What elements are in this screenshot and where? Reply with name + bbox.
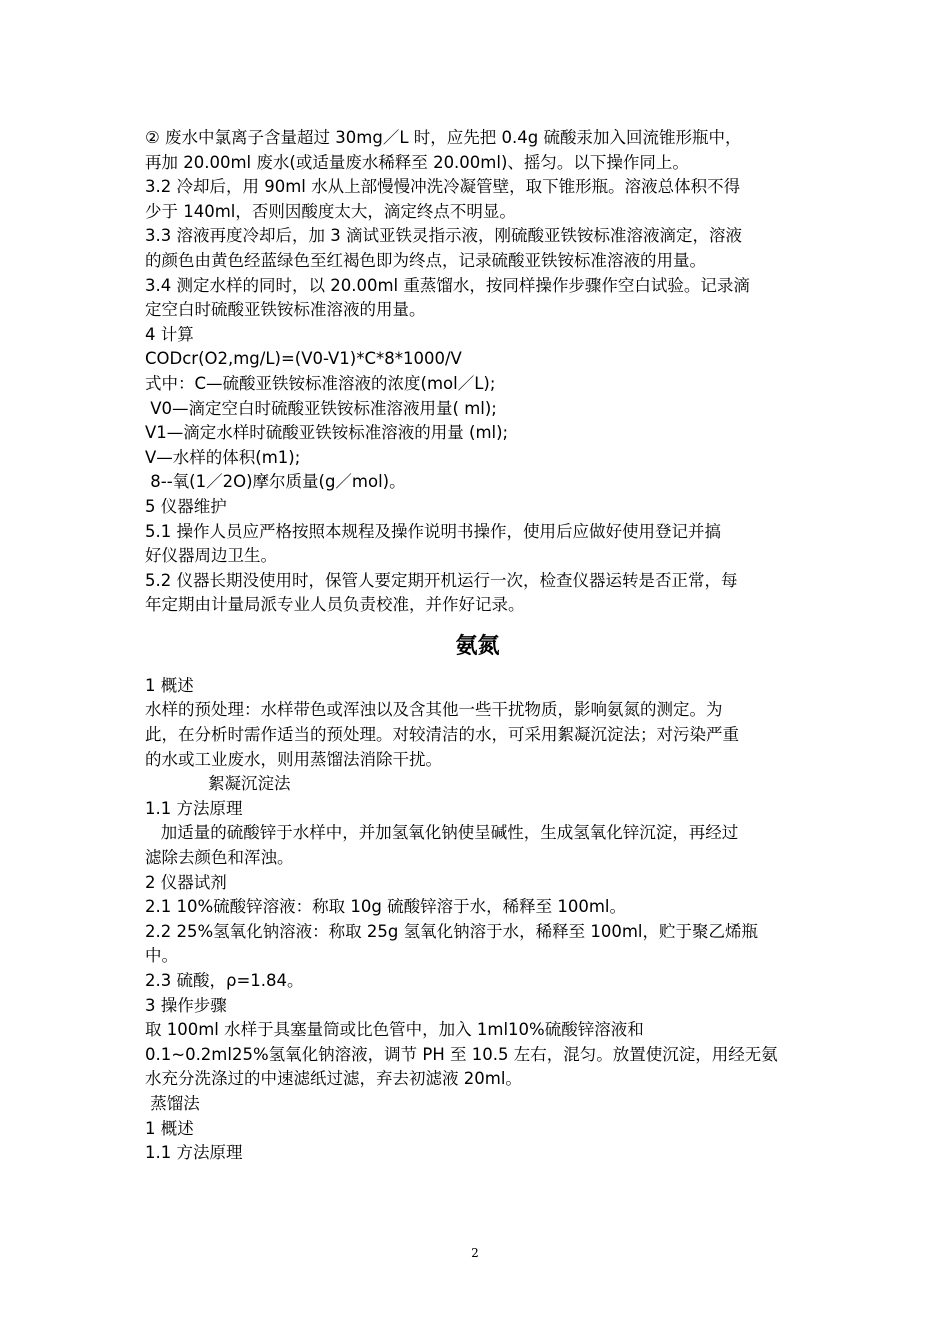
text-line: 定空白时硫酸亚铁铵标准溶液的用量。 [145, 300, 426, 320]
text-line: 再加 20.00ml 废水(或适量废水稀释至 20.00ml)、摇匀。以下操作同上。 [145, 152, 689, 172]
text-line: 的颜色由黄色经蓝绿色至红褐色即为终点，记录硫酸亚铁铵标准溶液的用量。 [145, 250, 706, 270]
text-line: 2 仪器试剂 [145, 872, 227, 892]
text-line: 4 计算 [145, 324, 194, 344]
document-body [145, 126, 810, 1166]
text-line: 少于 140ml，否则因酸度太大，滴定终点不明显。 [145, 201, 516, 221]
text-line: 2.3 硫酸，ρ=1.84。 [145, 971, 304, 990]
text-line: 2.2 25%氢氧化钠溶液：称取 25g 氢氧化钠溶于水，稀释至 100ml，贮于聚乙烯瓶 [145, 921, 759, 941]
section-cod [145, 126, 810, 618]
text-line: 5.2 仪器长期没使用时，保管人要定期开机运行一次，检查仪器运转是否正常，每 [145, 570, 738, 590]
section-title: 氨氮 [455, 633, 500, 659]
text-line: 式中：C—硫酸亚铁铵标准溶液的浓度(mol／L); [145, 373, 496, 393]
text-line: 3.4 测定水样的同时，以 20.00ml 重蒸馏水，按同样操作步骤作空白试验。记录滴 [145, 275, 750, 295]
text-line: 3 操作步骤 [145, 995, 227, 1015]
text-line: CODcr(O2,mg/L)=(V0-V1)*C*8*1000/V [145, 349, 462, 369]
page-number: 2 [471, 1246, 479, 1260]
text-line: 取 100ml 水样于具塞量筒或比色管中，加入 1ml10%硫酸锌溶液和 [145, 1020, 644, 1040]
text-line: 蒸馏法 [145, 1093, 200, 1113]
text-line: 0.1~0.2ml25%氢氧化钠溶液，调节 PH 至 10.5 左右，混匀。放置使沉淀，用经无氨 [145, 1044, 778, 1064]
text-line: 滤除去颜色和浑浊。 [145, 848, 294, 868]
text-line: 絮凝沉淀法 [145, 774, 291, 794]
text-line: 5 仪器维护 [145, 496, 227, 516]
text-line: V1—滴定水样时硫酸亚铁铵标准溶液的用量 (ml); [145, 423, 509, 443]
text-line: 加适量的硫酸锌于水样中，并加氢氧化钠使呈碱性，生成氢氧化锌沉淀，再经过 [145, 823, 739, 843]
text-line: ② 废水中氯离子含量超过 30mg／L 时，应先把 0.4g 硫酸汞加入回流锥形瓶中， [145, 128, 742, 147]
text-line: 3.2 冷却后，用 90ml 水从上部慢慢冲洗冷凝管壁，取下锥形瓶。溶液总体积不得 [145, 177, 741, 197]
text-line: 的水或工业废水，则用蒸馏法消除干扰。 [145, 749, 442, 769]
text-line: 1.1 方法原理 [145, 1143, 243, 1163]
text-line: 1 概述 [145, 675, 194, 695]
text-line: V0—滴定空白时硫酸亚铁铵标准溶液用量( ml); [145, 398, 497, 418]
text-line: 好仪器周边卫生。 [145, 546, 277, 566]
text-line: 5.1 操作人员应严格按照本规程及操作说明书操作，使用后应做好使用登记并搞 [145, 521, 721, 541]
text-line: V—水样的体积(m1); [145, 447, 301, 467]
text-line: 此，在分析时需作适当的预处理。对较清洁的水，可采用絮凝沉淀法；对污染严重 [145, 725, 739, 745]
text-line: 1 概述 [145, 1118, 194, 1138]
text-line: 中。 [145, 946, 178, 966]
text-line: 水样的预处理：水样带色或浑浊以及含其他一些干扰物质，影响氨氮的测定。为 [145, 700, 723, 720]
section-ammonia [145, 674, 810, 1166]
text-line: 水充分洗涤过的中速滤纸过滤，弃去初滤液 20ml。 [145, 1069, 522, 1089]
text-line: 年定期由计量局派专业人员负责校准，并作好记录。 [145, 595, 525, 615]
text-line: 8--氧(1／2O)摩尔质量(g／mol)。 [145, 472, 406, 492]
text-line: 1.1 方法原理 [145, 798, 243, 818]
text-line: 3.3 溶液再度冷却后，加 3 滴试亚铁灵指示液，刚硫酸亚铁铵标准溶液滴定，溶液 [145, 226, 742, 246]
text-line: 2.1 10%硫酸锌溶液：称取 10g 硫酸锌溶于水，稀释至 100ml。 [145, 897, 627, 917]
